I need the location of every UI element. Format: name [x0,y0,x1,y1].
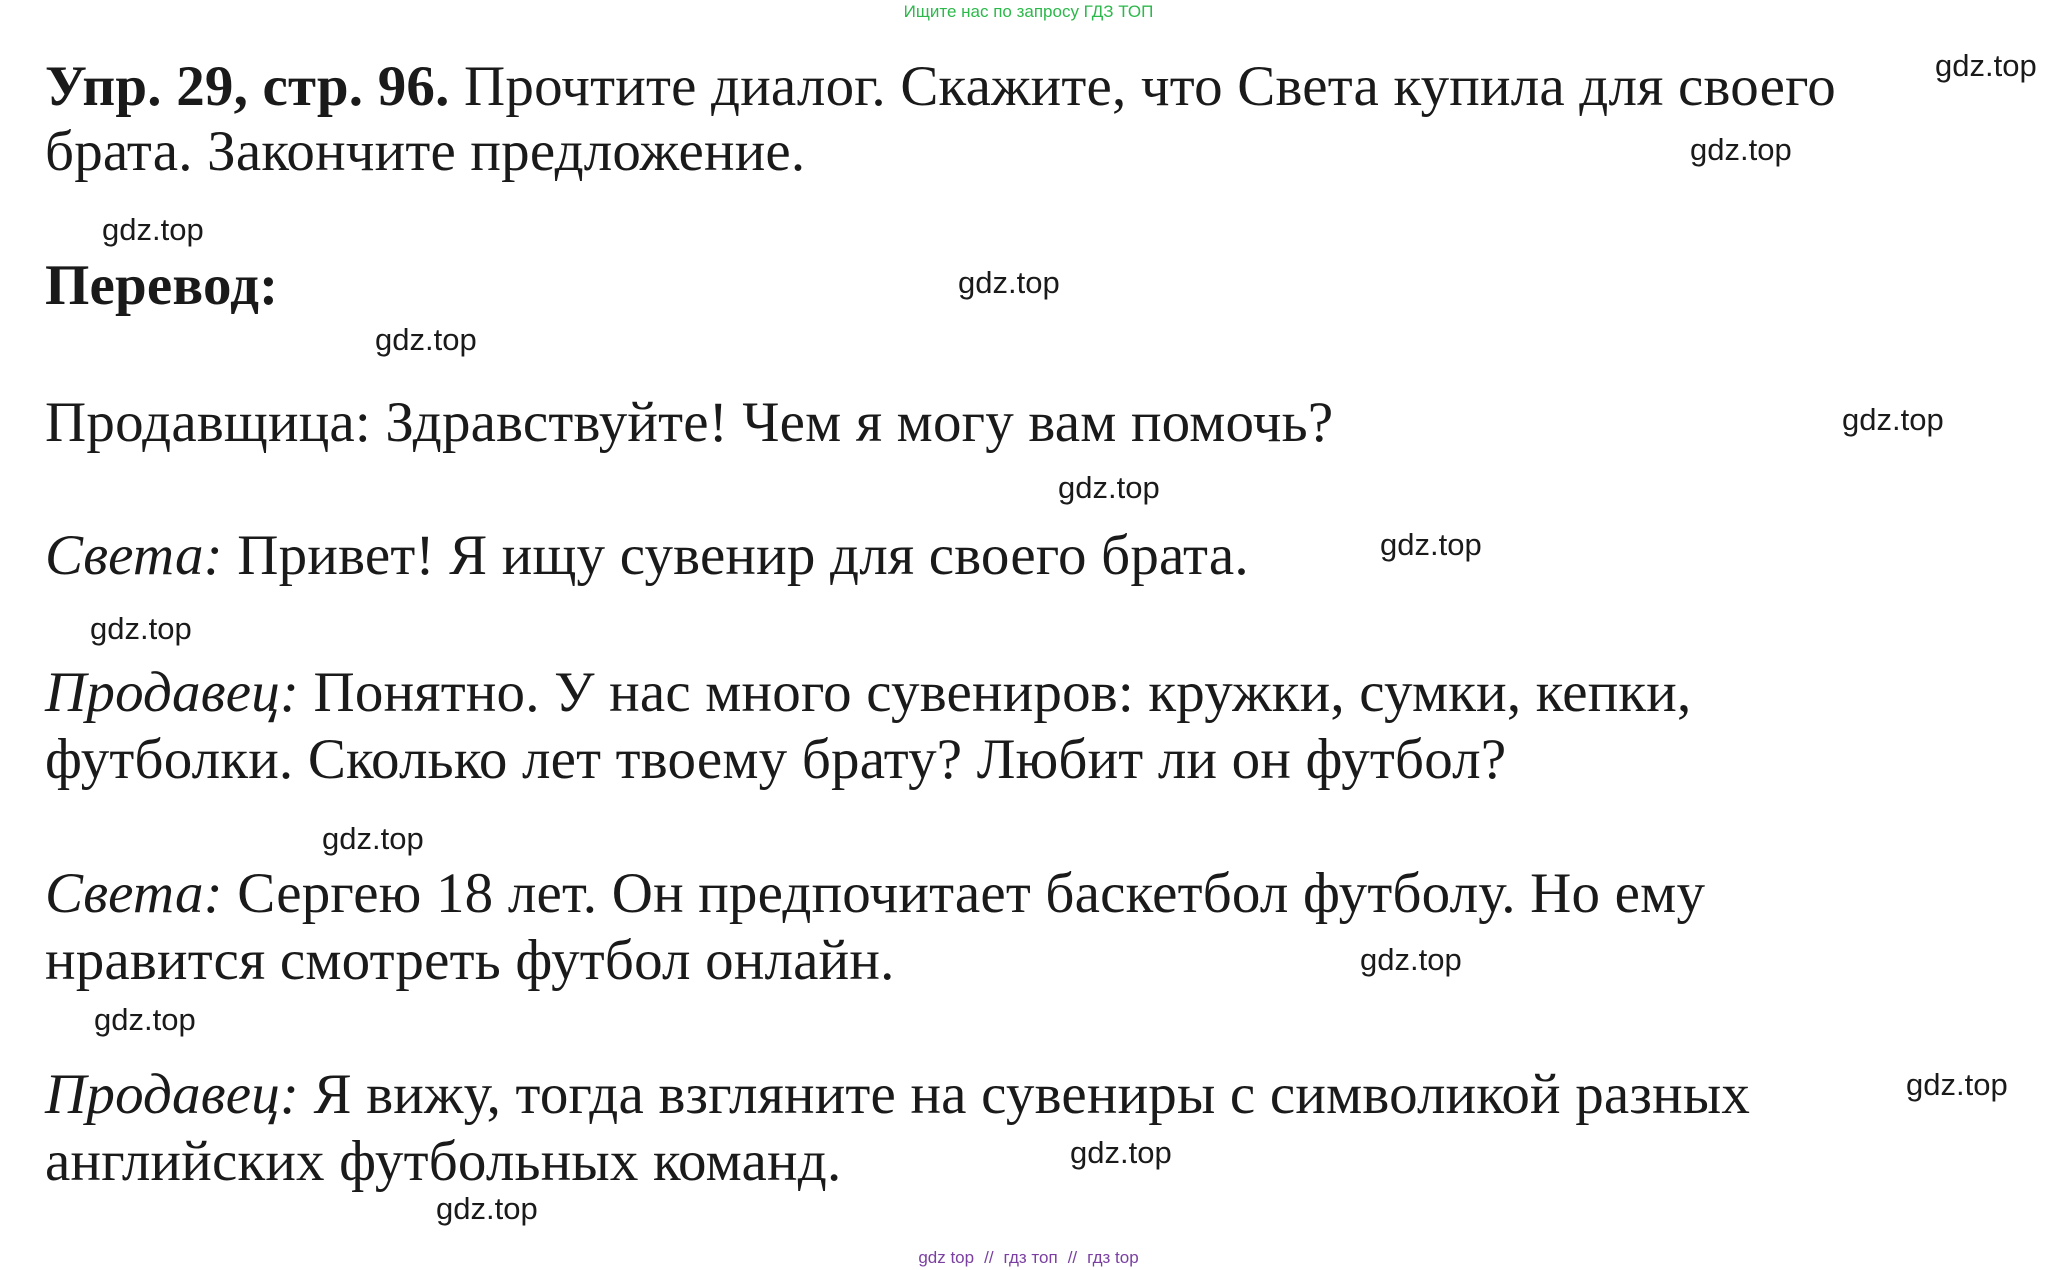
watermark: gdz.top [958,265,1060,300]
watermark: gdz.top [1070,1135,1172,1170]
watermark: gdz.top [375,322,477,357]
watermark: gdz.top [322,821,424,856]
dialogue-line-5a [45,1061,1750,1129]
speaker-label: Света: [45,524,223,587]
dialogue-text: Сергею 18 лет. Он предпочитает баскетбол футболу. Но ему [222,862,1706,925]
footer-links [0,1248,2057,1268]
watermark: gdz.top [1935,48,2037,83]
watermark: gdz.top [1906,1067,2008,1102]
watermark: gdz.top [1690,132,1792,167]
footer-separator: // [1067,1248,1078,1267]
watermark: gdz.top [1380,527,1482,562]
speaker-label: Света: [45,862,223,925]
dialogue-line-3a [45,659,1691,727]
exercise-task-text: Прочтите диалог. Скажите, что Света купила для своего [464,55,1836,118]
speaker-label: Продавец: [45,1063,300,1126]
dialogue-text: Понятно. У нас много сувениров: кружки, сумки, кепки, [299,661,1692,724]
footer-separator: // [984,1248,994,1267]
dialogue-line-3b: футболки. Сколько лет твоему брату? Любит ли он футбол? [45,728,1507,791]
watermark: gdz.top [90,611,192,646]
watermark: gdz.top [1058,470,1160,505]
exercise-heading-line2: брата. Закончите предложение. [45,120,806,183]
footer-link[interactable]: gdz top [918,1248,975,1267]
dialogue-line-5b: английских футбольных команд. [45,1130,842,1193]
footer-link[interactable]: гдз топ [1003,1248,1058,1267]
watermark: gdz.top [436,1191,538,1226]
watermark: gdz.top [94,1002,196,1037]
dialogue-text: Привет! Я ищу сувенир для своего брата. [222,524,1249,587]
dialogue-line-4b: нравится смотреть футбол онлайн. [45,929,895,992]
dialogue-line-1 [45,389,1333,457]
translation-label: Перевод: [45,254,279,317]
exercise-reference: Упр. 29, стр. 96. [45,55,450,118]
watermark: gdz.top [1360,942,1462,977]
top-banner: Ищите нас по запросу ГДЗ ТОП [903,2,1154,21]
dialogue-text: Я вижу, тогда взгляните на сувениры с символикой разных [299,1063,1751,1126]
footer-link[interactable]: гдз top [1087,1248,1139,1267]
watermark: gdz.top [1842,402,1944,437]
dialogue-line-4a [45,860,1705,928]
dialogue-text: Продавщица: Здравствуйте! Чем я могу вам помочь? [45,391,1334,454]
exercise-heading-line1 [45,53,1836,121]
speaker-label: Продавец: [45,661,300,724]
dialogue-line-2 [45,522,1249,590]
watermark: gdz.top [102,212,204,247]
